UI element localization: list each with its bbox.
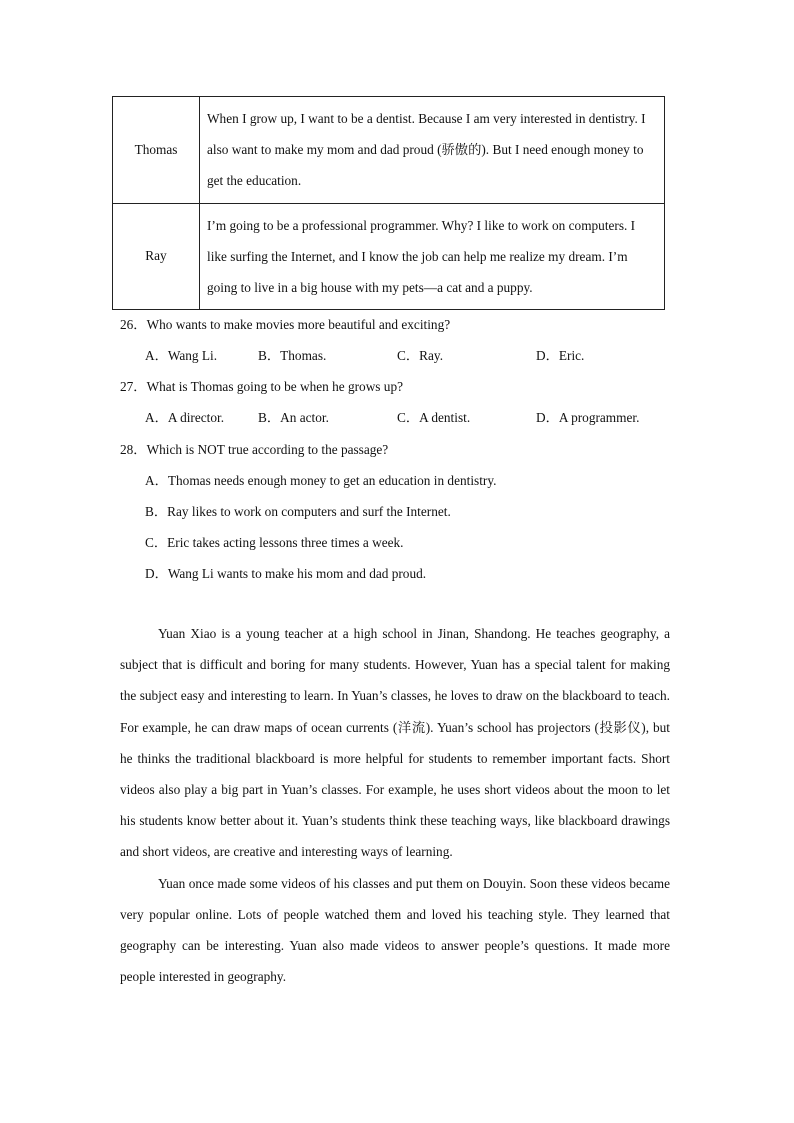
question-28-option-c: C．Eric takes acting lessons three times a week. <box>145 535 404 550</box>
person-statement: When I grow up, I want to be a dentist. Because I am very interested in dentistry. I also want to make my mom and dad proud (骄傲的). But I need enough money to get the education. <box>200 97 665 204</box>
reading-passage <box>120 618 670 992</box>
option-b: B．Thomas. <box>258 348 327 363</box>
table-row <box>113 97 665 204</box>
option-d: D．A programmer. <box>536 410 640 425</box>
person-statement: I’m going to be a professional programmer. Why? I like to work on computers. I like surfing the Internet, and I know the job can help me realize my dream. I’m going to live in a big house with my pets—a cat and a puppy. <box>200 203 665 310</box>
question-28-option-d: D．Wang Li wants to make his mom and dad proud. <box>145 566 427 581</box>
person-name: Ray <box>113 203 200 310</box>
question-28-option-b: B．Ray likes to work on computers and surf the Internet. <box>145 504 451 519</box>
question-27: 27．What is Thomas going to be when he grows up? <box>120 379 404 394</box>
option-c: C．A dentist. <box>397 410 471 425</box>
passage-paragraph: Yuan Xiao is a young teacher at a high school in Jinan, Shandong. He teaches geography, a subject that is difficult and boring for many students. However, Yuan has a special talent for making the subject easy and interesting to learn. In Yuan’s classes, he loves to draw on the blackboard to teach. For example, he can draw maps of ocean currents (洋流). Yuan’s school has projectors (投影仪), but he thinks the traditional blackboard is more helpful for students to remember important facts. Short videos also play a big part in Yuan’s classes. For example, he uses short videos about the moon to let his students know better about it. Yuan’s students think these teaching ways, like blackboard drawings and short videos, are creative and interesting ways of learning. <box>120 626 670 860</box>
question-28-option-a: A．Thomas needs enough money to get an education in dentistry. <box>145 473 497 488</box>
question-28: 28．Which is NOT true according to the passage? <box>120 442 389 457</box>
passage-paragraph: Yuan once made some videos of his classes and put them on Douyin. Soon these videos became very popular online. Lots of people watched them and loved his teaching style. They learned that geography can be interesting. Yuan also made videos to answer people’s questions. It made more people interested in geography. <box>120 875 670 985</box>
option-a: A．A director. <box>145 410 225 425</box>
option-a: A．Wang Li. <box>145 348 218 363</box>
option-b: B．An actor. <box>258 410 329 425</box>
table-row <box>113 203 665 310</box>
person-name: Thomas <box>113 97 200 204</box>
question-26: 26．Who wants to make movies more beautiful and exciting? <box>120 317 451 332</box>
option-d: D．Eric. <box>536 348 585 363</box>
option-c: C．Ray. <box>397 348 444 363</box>
career-table <box>112 96 665 310</box>
